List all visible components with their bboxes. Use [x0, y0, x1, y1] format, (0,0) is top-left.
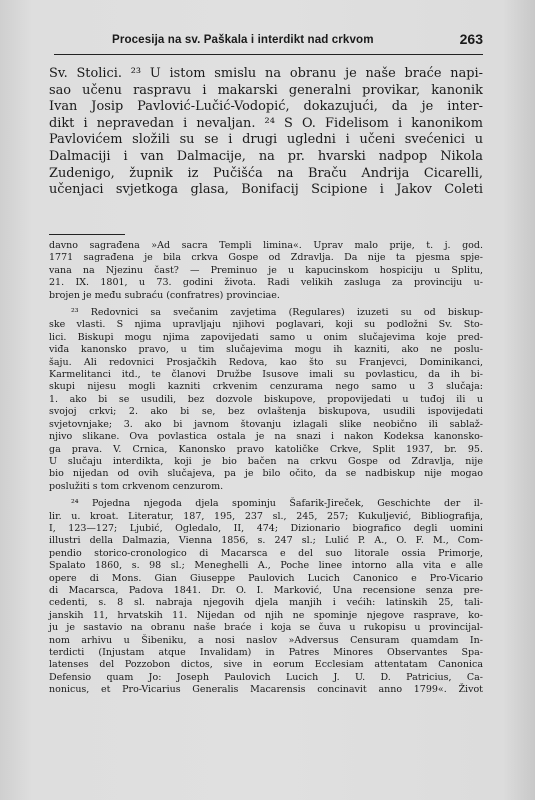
footnote-line: ske vlasti. S njima upravljaju njihovi poglavari, koji su podložni Sv. Sto- [49, 319, 483, 331]
footnote-line: I, 123—127; Ljubić, Ogledalo, II, 474; Dizionario biografico degli uomini [49, 522, 483, 534]
footnote-line: viđa kanonsko pravo, u tim slučajevima mogu ih kazniti, ako ne poslu- [49, 344, 483, 356]
footnote-line: ga prava. V. Crnica, Kanonsko pravo katoličke Crkve, Split 1937, br. 95. [49, 443, 483, 455]
header-rule [54, 54, 483, 55]
footnote-line: svjetovnjake; 3. ako bi javnom štovanju izlagali slike neobično ili sablaž- [49, 418, 483, 430]
footnote-line: nom arhivu u Šibeniku, a nosi naslov »Adversus Censuram quamdam In- [49, 634, 483, 646]
footnote-continuation [49, 240, 483, 302]
footnote-line: janskih 11, hrvatskih 11. Nijedan od njih ne spominje njegove rasprave, ko- [49, 609, 483, 621]
footnote-line: skupi nijesu mogli kazniti crkvenim cenzurama nego samo u 3 slučaja: [49, 381, 483, 393]
footnote-line: njivo slikane. Ova povlastica ostala je na snazi i nakon Kodeksa kanonsko- [49, 431, 483, 443]
footnote-line: brojen je među subraću (confratres) provinciae. [49, 289, 280, 301]
footnote-line: poslužiti s tom crkvenom cenzurom. [49, 480, 224, 492]
footnote-line: ju je sastavio na obranu naše braće i koja se čuva u rukopisu u provincijal- [49, 622, 483, 634]
footnote-line: 21. IX. 1801, u 73. godini života. Radi velikih zasluga za provinciju u- [49, 277, 483, 289]
running-head [54, 33, 483, 53]
footnote-rule [49, 234, 125, 235]
text-line: Ivan Josip Pavlović-Lučić-Vodopić, dokazujući, da je inter- [49, 99, 483, 115]
footnote-line: 1771 sagrađena je bila crkva Gospe od Zdravlja. Da nije ta pjesma spje- [49, 252, 483, 264]
footnote-line: svojoj crkvi; 2. ako bi se, bez ovlaštenja biskupova, usudili ispovijedati [49, 406, 483, 418]
footnote-24 [49, 498, 483, 697]
footnote-line: Spalato 1860, s. 98 sl.; Meneghelli A., Poche linee intorno alla vita e alle [49, 560, 483, 572]
footnote-line: 1. ako bi se usudili, bez dozvole biskupove, propovijedati u tuđoj ili u [49, 393, 483, 405]
footnote-line: davno sagrađena »Ad sacra Templi limina«. Uprav malo prije, t. j. god. [49, 240, 483, 251]
footnote-line: Karmelitanci itd., te članovi Družbe Isusove imali su povlasticu, da ih bi- [49, 369, 483, 381]
footnote-line: opere di Mons. Gian Giuseppe Paulovich Lucich Canonico e Pro-Vicario [49, 572, 483, 584]
text-line: sao učenu raspravu i makarski generalni provikar, kanonik [49, 82, 483, 98]
footnote-line: cedenti, s. 8 sl. nabraja njegovih djela manjih i većih: latinskih 25, tali- [49, 597, 483, 609]
footnote-line: bio nijedan od ovih slučajeva, pa je bilo očito, da se nadbiskup nije mogao [49, 468, 483, 480]
text-line: Zudenigo, župnik iz Pučišća na Braču Andrija Cicarelli, [49, 165, 483, 181]
footnote-line: Defensio quam Jo: Joseph Paulovich Lucich J. U. D. Patricius, Ca- [49, 671, 483, 683]
footnote-line: pendio storico-cronologico di Macarsca e del suo litorale ossia Primorje, [49, 547, 483, 559]
text-line: učenjaci svjetkoga glasa, Bonifacij Scipione i Jakov Coleti [49, 182, 483, 198]
footnote-line: ²³ Redovnici sa svečanim zavjetima (Regulares) izuzeti su od biskup- [71, 307, 483, 319]
footnote-line: šaju. Ali redovnici Prosjačkih Redova, kao što su Franjevci, Dominikanci, [49, 356, 483, 368]
running-title: Procesija na sv. Paškala i interdikt nad crkvom [112, 33, 374, 46]
footnote-line: vana na Njezinu čast? — Preminuo je u kapucinskom hospiciju u Splitu, [49, 264, 483, 276]
footnote-line: illustri della Dalmazia, Vienna 1856, s. 247 sl.; Lulić P. A., O. F. M., Com- [49, 535, 483, 547]
footnote-line: nonicus, et Pro-Vicarius Generalis Macarensis concinavit anno 1799«. Život [49, 684, 483, 696]
text-line: Dalmaciji i van Dalmacije, na pr. hvarski nadpop Nikola [49, 148, 483, 164]
text-line: dikt i nepravedan i nevaljan. ²⁴ S O. Fidelisom i kanonikom [49, 115, 483, 131]
footnote-line: lir. u. kroat. Literatur, 187, 195, 237 sl., 245, 257; Kukuljević, Bibliografija, [49, 510, 483, 522]
footnote-line: U slučaju interdikta, koji je bio bačen na crkvu Gospe od Zdravlja, nije [49, 455, 483, 467]
footnote-line: latenses del Pozzobon dictos, sive in eorum Ecclesiam attentatam Canonica [49, 659, 483, 671]
footnote-23 [49, 307, 483, 493]
text-line: Sv. Stolici. ²³ U istom smislu na obranu je naše braće napi- [49, 66, 483, 81]
footnote-line: terdicti (Injustam atque Invalidam) in Patres Minores Observantes Spa- [49, 647, 483, 658]
text-line: Pavlovićem složili su se i drugi ugledni i učeni svećenici u [49, 132, 483, 148]
main-text [49, 66, 483, 199]
footnote-line: di Macarsca, Padova 1841. Dr. O. I. Marković, Una recensione senza pre- [49, 584, 483, 596]
page-number: 263 [459, 31, 483, 47]
footnote-line: ²⁴ Pojedna njegoda djela spominju Šafarik-Jireček, Geschichte der il- [71, 498, 483, 510]
footnote-line: lici. Biskupi mogu njima zapovijedati samo u onim slučajevima koje pred- [49, 331, 483, 343]
footnotes [49, 240, 483, 702]
